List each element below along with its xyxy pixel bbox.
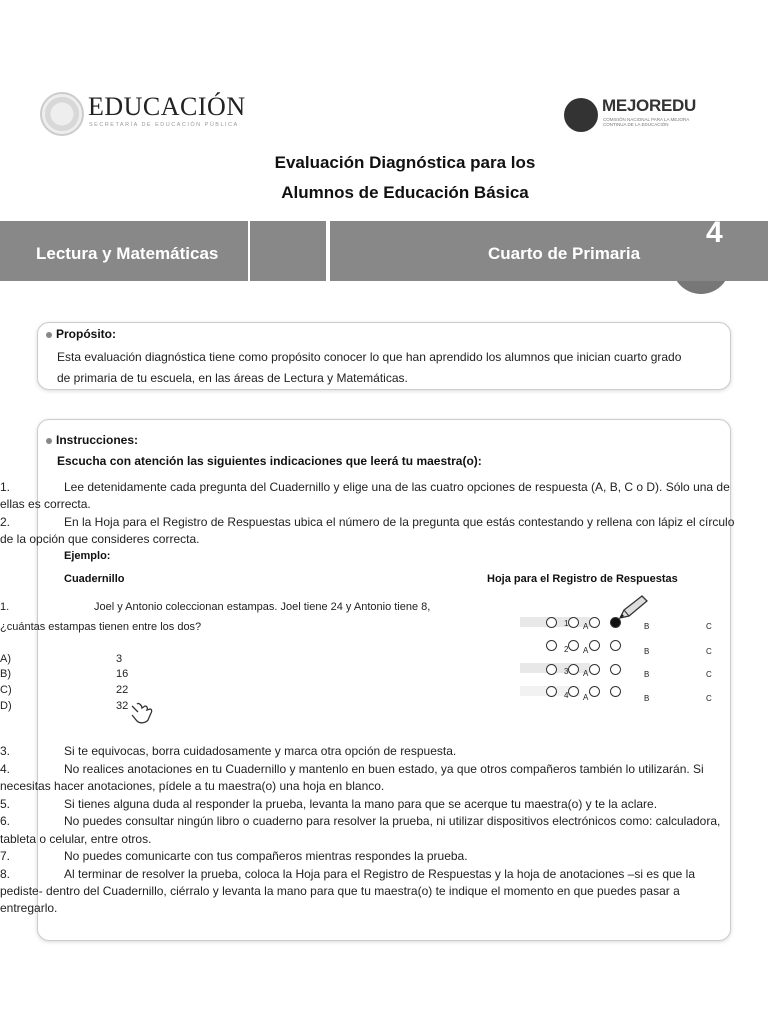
instruction-2-number: 2. [0, 515, 11, 529]
instruction-6-number: 6. [0, 814, 11, 828]
cuadernillo-label: Cuadernillo [64, 573, 125, 585]
answer-sheet-label: Hoja para el Registro de Respuestas [487, 573, 678, 585]
answer-option-c: C [706, 622, 712, 631]
example-question-line2: ¿cuántas estampas tienen entre los dos? [0, 621, 202, 633]
grade-number: 4 [706, 216, 723, 249]
answer-circle [568, 640, 579, 651]
option-letter: C) [0, 684, 12, 696]
answer-option-b: B [644, 647, 650, 656]
instruction-2-text-cont: de la opción que consideres correcta. [0, 532, 200, 546]
answer-option-b: B [644, 694, 650, 703]
answer-row-number: 4 [564, 691, 569, 700]
instruction-3-text: Si te equivocas, borra cuidadosamente y marca otra opción de respuesta. [64, 744, 457, 758]
answer-circle [546, 664, 557, 675]
answer-circle [610, 686, 621, 697]
answer-circle [546, 617, 557, 628]
instructions-label: Instrucciones: [46, 433, 138, 447]
instruction-7-number: 7. [0, 849, 11, 863]
instruction-5-number: 5. [0, 797, 11, 811]
answer-circle [568, 664, 579, 675]
answer-option-a: A [583, 693, 589, 702]
example-question-line1: Joel y Antonio coleccionan estampas. Joel tiene 24 y Antonio tiene 8, [94, 601, 431, 613]
instruction-6-text: No puedes consultar ningún libro o cuaderno para resolver la prueba, ni utilizar dispositivos electrónicos como: calculadora, [64, 814, 721, 828]
answer-circle [568, 686, 579, 697]
answer-option-a: A [583, 669, 589, 678]
option-value: 16 [116, 668, 129, 680]
mejoredu-logo-circle [564, 98, 598, 132]
instruction-1-number: 1. [0, 480, 11, 494]
answer-option-c: C [706, 694, 712, 703]
mejoredu-logo-title: MEJOREDU [602, 96, 696, 115]
instruction-4-number: 4. [0, 762, 11, 776]
answer-circle [589, 664, 600, 675]
option-letter: D) [0, 700, 12, 712]
purpose-label: Propósito: [46, 327, 116, 341]
subject-band-divider-block [250, 221, 326, 281]
answer-option-c: C [706, 647, 712, 656]
answer-option-c: C [706, 670, 712, 679]
answer-option-b: B [644, 670, 650, 679]
option-value: 22 [116, 684, 129, 696]
grade-label: Cuarto de Primaria [488, 244, 641, 263]
option-value: 3 [116, 653, 123, 665]
purpose-text-line1: Esta evaluación diagnóstica tiene como propósito conocer lo que han aprendido los alumnos que inician cuarto grado [57, 350, 682, 364]
instruction-6-text-cont: tableta o celular, entre otros. [0, 832, 152, 846]
instructions-intro: Escucha con atención las siguientes indicaciones que leerá tu maestra(o): [57, 454, 482, 468]
mejoredu-logo-subtitle: COMISIÓN NACIONAL PARA LA MEJORA CONTINUA DE LA EDUCACIÓN [603, 117, 690, 127]
answer-circle [546, 686, 557, 697]
seal-icon [40, 92, 84, 136]
instruction-5-text: Si tienes alguna duda al responder la prueba, levanta la mano para que se acerque tu maestra(o) y te la aclare. [64, 797, 658, 811]
instruction-8-text-cont2: entregarlo. [0, 901, 58, 915]
instruction-4-text: No realices anotaciones en tu Cuadernillo y mantenlo en buen estado, ya que otros compañeros también lo utilizarán. Si [64, 762, 704, 776]
document-title-line1: Evaluación Diagnóstica para los [274, 153, 536, 172]
example-question-number: 1. [0, 601, 10, 613]
instruction-8-text-cont: pediste- dentro del Cuadernillo, ciérralo y levanta la mano para que tu maestra(o) te indique el momento en que puedes pasar a [0, 884, 680, 898]
example-label: Ejemplo: [64, 550, 111, 562]
instruction-8-number: 8. [0, 867, 11, 881]
hand-cursor-icon [128, 700, 156, 726]
instruction-1-text-cont: ellas es correcta. [0, 497, 91, 511]
answer-row-number: 3 [564, 667, 569, 676]
instruction-8-text: Al terminar de resolver la prueba, coloca la Hoja para el Registro de Respuestas y la hoja de anotaciones –si es que la [64, 867, 696, 881]
answer-circle [610, 640, 621, 651]
option-value: 32 [116, 700, 129, 712]
answer-row-number: 1 [564, 619, 569, 628]
instruction-3-number: 3. [0, 744, 11, 758]
instruction-1-text: Lee detenidamente cada pregunta del Cuadernillo y elige una de las cuatro opciones de respuesta (A, B, C o D). Sólo una de [64, 480, 730, 494]
instruction-2-text: En la Hoja para el Registro de Respuestas ubica el número de la pregunta que estás contestando y rellena con lápiz el círculo [64, 515, 735, 529]
answer-circle [589, 617, 600, 628]
answer-row-number: 2 [564, 645, 569, 654]
answer-option-a: A [583, 646, 589, 655]
answer-circle [589, 640, 600, 651]
answer-option-a: A [583, 622, 589, 631]
answer-option-b: B [644, 622, 650, 631]
option-letter: B) [0, 668, 11, 680]
answer-circle [546, 640, 557, 651]
answer-circle [568, 617, 579, 628]
pencil-icon [614, 592, 650, 624]
instruction-7-text: No puedes comunicarte con tus compañeros mientras respondes la prueba. [64, 849, 468, 863]
option-letter: A) [0, 653, 11, 665]
document-title-line2: Alumnos de Educación Básica [281, 183, 529, 202]
educacion-logo-title: EDUCACIÓN [88, 92, 246, 121]
answer-circle [589, 686, 600, 697]
purpose-text-line2: de primaria de tu escuela, en las áreas de Lectura y Matemáticas. [57, 371, 408, 385]
answer-circle [610, 664, 621, 675]
subject-label: Lectura y Matemáticas [36, 244, 219, 263]
educacion-logo-subtitle: SECRETARÍA DE EDUCACIÓN PÚBLICA [89, 122, 239, 128]
instruction-4-text-cont: necesitas hacer anotaciones, pídele a tu maestra(o) una hoja en blanco. [0, 779, 385, 793]
